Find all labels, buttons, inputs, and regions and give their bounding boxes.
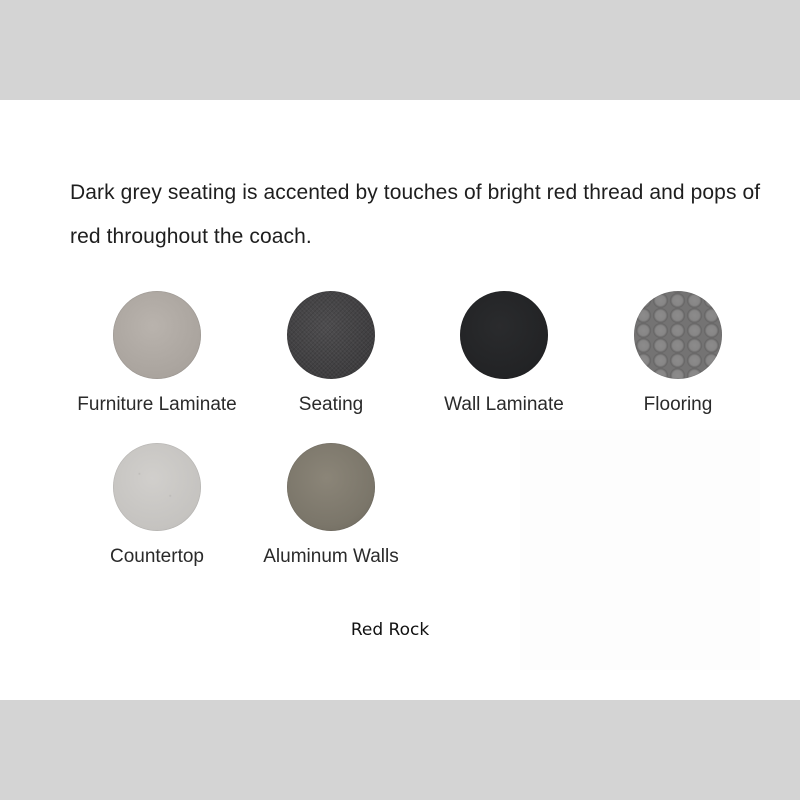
swatch-label: Seating [298, 394, 364, 415]
swatch-label: Furniture Laminate [77, 394, 237, 415]
swatch-label: Wall Laminate [444, 394, 564, 415]
swatch-seating [241, 291, 421, 416]
swatch-flooring [588, 291, 768, 416]
swatch-label: Flooring [643, 394, 713, 415]
flooring-swatch-icon [634, 291, 722, 379]
swatch-wall-laminate [414, 291, 594, 416]
seating-swatch-icon [287, 291, 375, 379]
swatch-furniture-laminate [67, 291, 247, 416]
swatch-aluminum-walls [241, 443, 421, 568]
swatch-label: Aluminum Walls [263, 546, 399, 567]
decor-caption: Red Rock [350, 620, 430, 640]
swatch-countertop [67, 443, 247, 568]
faded-background-box [520, 430, 760, 670]
countertop-swatch-icon [113, 443, 201, 531]
wall-laminate-swatch-icon [460, 291, 548, 379]
furniture-laminate-swatch-icon [113, 291, 201, 379]
decor-description: Dark grey seating is accented by touches of bright red thread and pops of red throughout the coach. [70, 181, 761, 248]
aluminum-walls-swatch-icon [287, 443, 375, 531]
swatch-label: Countertop [109, 546, 204, 567]
